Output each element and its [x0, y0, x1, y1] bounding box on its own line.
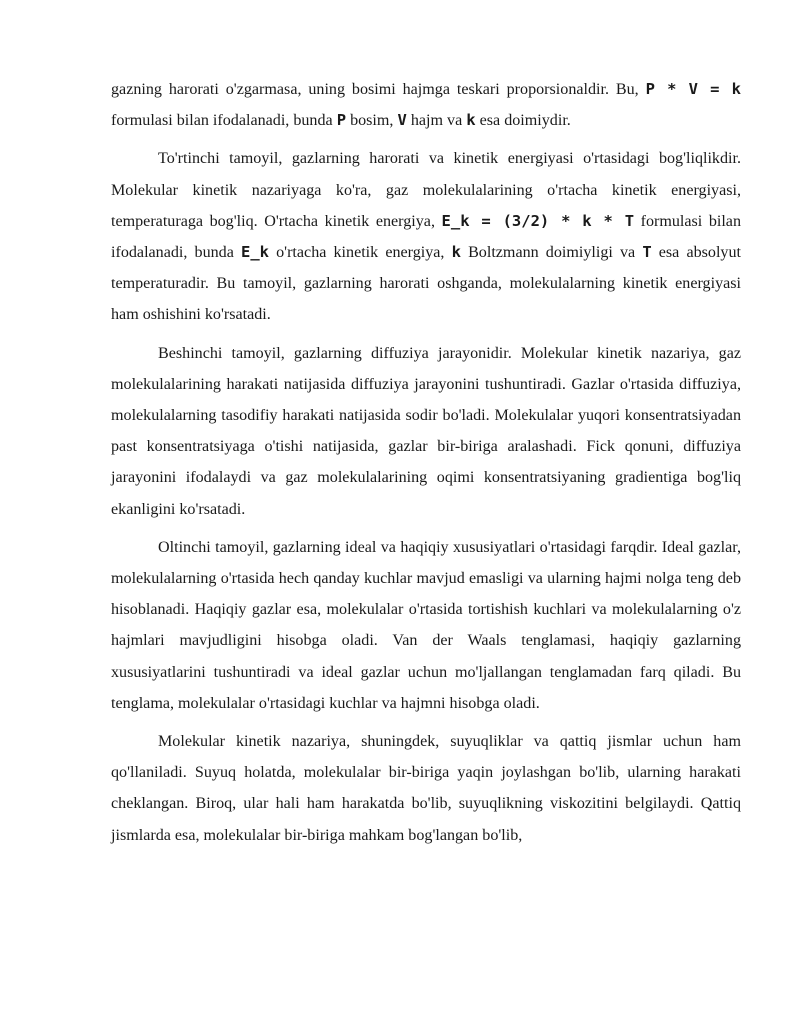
formula-kinetic-energy: E_k = (3/2) * k * T — [441, 211, 635, 230]
document-body — [111, 74, 741, 858]
paragraph-boyle-law-continued — [111, 74, 741, 136]
text-run: gazning harorati o'zgarmasa, uning bosimi hajmga teskari proporsionaldir. Bu, — [111, 81, 646, 98]
text-run: formulasi bilan ifodalanadi, bunda — [111, 112, 337, 130]
text-run: esa absolyut temperaturadir. Bu tamoyil, gazlarning harorati oshganda, molekulalarning kinetik energiyasi ham oshishini ko'rsatadi. — [111, 244, 741, 324]
symbol-t: T — [642, 243, 652, 262]
paragraph-liquids-solids: Molekular kinetik nazariya, shuningdek, suyuqliklar va qattiq jismlar uchun ham qo'llaniladi. Suyuq holatda, molekulalar bir-biriga yaqin joylashgan bo'lib, ularning harakati cheklangan. Biroq, ular hali ham harakatda bo'lib, suyuqlikning viskozitini belgilaydi. Qattiq jismlarda esa, molekulalar bir-biriga mahkam bog'langan bo'lib, — [111, 733, 741, 844]
text-run: formulasi bilan ifodalanadi, bunda — [111, 212, 741, 262]
text-run: To'rtinchi tamoyil, gazlarning harorati va kinetik energiyasi o'rtasidagi bog'liqlikdir. Molekular kinetik nazariyaga ko'ra, gaz molekulalarining o'rtacha kinetik energiyasi, temperaturaga bog'liq. O'rtacha kinetik energiya, — [111, 150, 741, 230]
text-run: bosim, — [346, 112, 398, 130]
paragraph-sixth-principle: Oltinchi tamoyil, gazlarning ideal va haqiqiy xususiyatlari o'rtasidagi farqdir. Ideal gazlar, molekulalarning o'rtasida hech qanday kuchlar mavjud emasligi va ularning hajmi nolga teng deb hisoblanadi. Haqiqiy gazlar esa, molekulalar o'rtasida tortishish kuchlari va molekulalarning o'z hajmlari mavjudligini hisobga oladi. Van der Waals tenglamasi, haqiqiy gazlarning xususiyatlarini tushuntiradi va ideal gazlar uchun mo'ljallangan tenglamadan farq qiladi. Bu tenglama, molekulalar o'rtasidagi kuchlar va hajmni hisobga oladi. — [111, 538, 741, 712]
text-run: o'rtacha kinetik energiya, — [269, 244, 452, 262]
text-run: Boltzmann doimiyligi va — [460, 244, 643, 262]
symbol-k: k — [451, 243, 461, 262]
symbol-p: P — [336, 111, 347, 130]
symbol-v: V — [397, 111, 407, 130]
symbol-ek: E_k — [241, 243, 269, 262]
symbol-k: k — [466, 111, 476, 130]
paragraph-fifth-principle: Beshinchi tamoyil, gazlarning diffuziya jarayonidir. Molekular kinetik nazariya, gaz molekulalarining harakati natijasida diffuziya jarayonini tushuntiradi. Gazlar o'rtasida diffuziya, molekulalarning tasodifiy harakati natijasida sodir bo'ladi. Molekulalar yuqori konsentratsiyadan past konsentratsiyaga o'tishi natijasida, gazlar bir-biriga aralashadi. Fick qonuni, diffuziya jarayonini ifodalaydi va gaz molekulalarining oqimi konsentratsiyaning gradientiga bog'liq ekanligini ko'rsatadi. — [111, 344, 741, 518]
text-run: hajm va — [406, 112, 467, 130]
formula-pv-k: P * V = k — [645, 80, 741, 98]
text-run: esa doimiydir. — [475, 112, 571, 130]
paragraph-fourth-principle — [111, 143, 741, 330]
